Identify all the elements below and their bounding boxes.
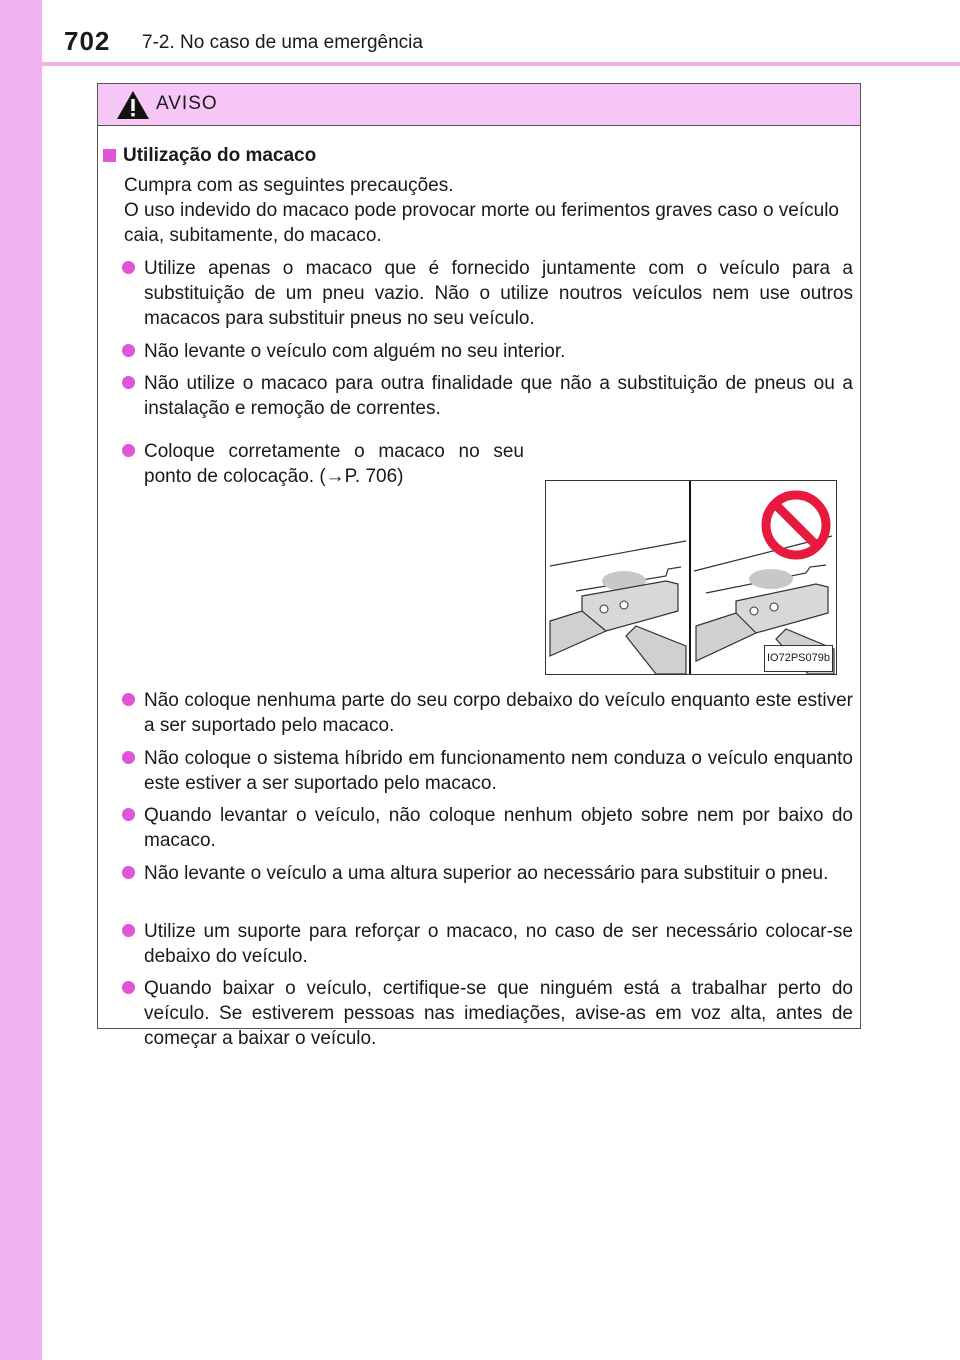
heading-text: Utilização do macaco [123,145,317,166]
prohibited-icon [760,489,832,561]
square-bullet-icon [103,149,116,162]
list-item [124,746,853,796]
jack-placement-figure [545,480,837,675]
intro-paragraph [124,173,854,248]
list-item-text: Quando baixar o veículo, certifique-se que ninguém está a trabalhar perto do veículo. Se estiverem pessoas nas imediações, avise-as em voz alta, antes de começar a baixar o veículo. [144,978,853,1049]
page-header [42,0,960,62]
warning-title: AVISO [156,93,218,114]
round-bullet-icon [122,751,135,764]
round-bullet-icon [122,261,135,274]
round-bullet-icon [122,808,135,821]
round-bullet-icon [122,866,135,879]
round-bullet-icon [122,693,135,706]
list-item-text: Não levante o veículo com alguém no seu interior. [144,341,566,362]
page-number: 702 [64,26,111,56]
list-item-text: Não coloque nenhuma parte do seu corpo debaixo do veículo enquanto este estiver a ser suportado pelo macaco. [144,690,853,736]
round-bullet-icon [122,376,135,389]
list-item [124,371,853,421]
section-heading [103,143,316,168]
warning-triangle-icon [116,90,150,120]
list-item-text: Utilize apenas o macaco que é fornecido juntamente com o veículo para a substituição de um pneu vazio. Não o utilize noutros veículos nem use outros macacos para substituir pneus no seu veículo. [144,258,853,329]
list-item [124,339,853,364]
intro-line: O uso indevido do macaco pode provocar morte ou ferimentos graves caso o veículo caia, subitamente, do macaco. [124,200,839,246]
figure-code: IO72PS079b [764,645,833,672]
warning-box [97,83,861,1049]
round-bullet-icon [122,981,135,994]
intro-line: Cumpra com as seguintes precauções. [124,175,454,196]
list-item-text: Não utilize o macaco para outra finalidade que não a substituição de pneus ou a instalação e remoção de correntes. [144,373,853,419]
header-rule [42,62,960,66]
list-item [124,256,853,331]
list-item [124,976,853,1051]
list-item-text: Coloque corretamente o macaco no seu ponto de colocação. (→P. 706) [144,441,524,487]
side-color-strip [0,0,42,1360]
list-item [124,861,853,886]
list-item [124,803,853,853]
warning-header [98,84,860,126]
list-item-text: Não levante o veículo a uma altura superior ao necessário para substituir o pneu. [144,863,829,884]
list-item-text: Utilize um suporte para reforçar o macaco, no caso de ser necessário colocar-se debaixo do veículo. [144,921,853,967]
list-item-text: Quando levantar o veículo, não coloque nenhum objeto sobre nem por baixo do macaco. [144,805,853,851]
round-bullet-icon [122,444,135,457]
round-bullet-icon [122,924,135,937]
list-item [124,439,524,489]
list-item-text: Não coloque o sistema híbrido em funcionamento nem conduza o veículo enquanto este estiver a ser suportado pelo macaco. [144,748,853,794]
section-title: 7-2. No caso de uma emergência [142,32,423,53]
list-item [124,919,853,969]
round-bullet-icon [122,344,135,357]
list-item [124,688,853,738]
